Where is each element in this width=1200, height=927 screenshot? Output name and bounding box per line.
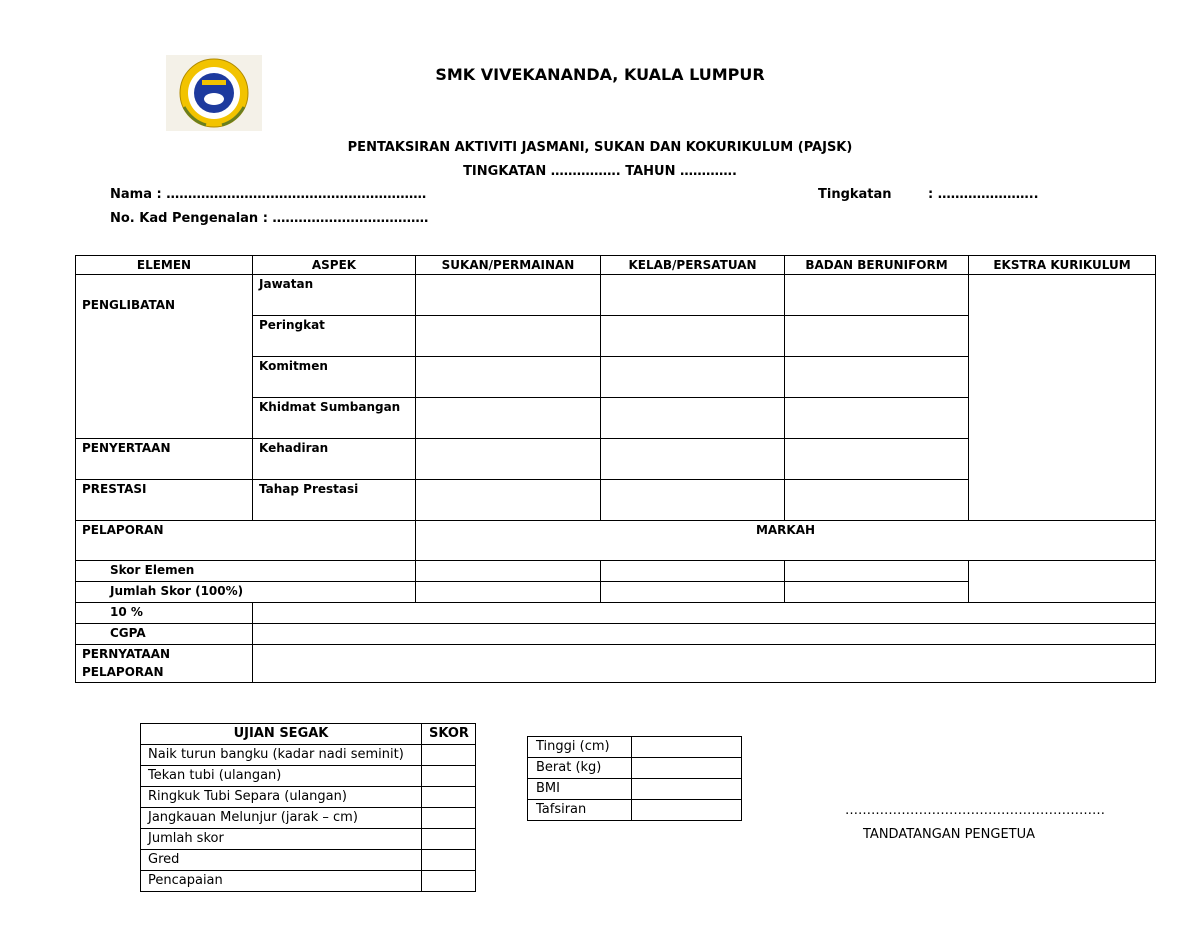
form-title: PENTAKSIRAN AKTIVITI JASMANI, SUKAN DAN KOKURIKULUM (PAJSK): [347, 140, 853, 155]
sepuluh-peratus-label: 10 %: [76, 603, 253, 624]
header-kelab: KELAB/PERSATUAN: [601, 256, 785, 275]
element-pelaporan: PELAPORAN: [76, 521, 416, 561]
segak-skor-cell[interactable]: [422, 808, 476, 829]
school-crest-icon: [166, 55, 262, 131]
header-elemen: ELEMEN: [76, 256, 253, 275]
score-cell[interactable]: [601, 316, 785, 357]
pajsk-table: [75, 255, 1156, 683]
segak-row-label: Jumlah skor: [141, 829, 422, 850]
segak-skor-cell[interactable]: [422, 829, 476, 850]
skor-elemen-cell[interactable]: [416, 561, 601, 582]
score-cell[interactable]: [416, 275, 601, 316]
cgpa-cell[interactable]: [253, 624, 1156, 645]
score-cell[interactable]: [416, 316, 601, 357]
skor-elemen-cell[interactable]: [785, 561, 969, 582]
element-prestasi: PRESTASI: [76, 480, 253, 521]
segak-skor-cell[interactable]: [422, 745, 476, 766]
skor-ekstra-cell[interactable]: [969, 561, 1156, 603]
pernyataan-line: PERNYATAAN: [82, 647, 171, 661]
header-sukan: SUKAN/PERMAINAN: [416, 256, 601, 275]
segak-skor-cell[interactable]: [422, 871, 476, 892]
nama-field[interactable]: Nama : ……………………………………………………: [110, 187, 427, 202]
score-cell[interactable]: [785, 398, 969, 439]
ujian-segak-table: [140, 723, 476, 892]
measure-value-cell[interactable]: [632, 779, 742, 800]
jumlah-skor-cell[interactable]: [601, 582, 785, 603]
ekstra-kurikulum-cell[interactable]: [969, 275, 1156, 521]
body-measurement-table: [527, 736, 742, 821]
pernyataan-pelaporan-cell[interactable]: [253, 645, 1156, 683]
sepuluh-peratus-cell[interactable]: [253, 603, 1156, 624]
signature-label: TANDATANGAN PENGETUA: [863, 827, 1036, 842]
measure-value-cell[interactable]: [632, 800, 742, 821]
score-cell[interactable]: [601, 357, 785, 398]
segak-row-label: Pencapaian: [141, 871, 422, 892]
score-cell[interactable]: [785, 439, 969, 480]
jumlah-skor-cell[interactable]: [416, 582, 601, 603]
element-penyertaan: PENYERTAAN: [76, 439, 253, 480]
measure-value-cell[interactable]: [632, 758, 742, 779]
aspect-jawatan: Jawatan: [253, 275, 416, 316]
aspect-khidmat-sumbangan: Khidmat Sumbangan: [253, 398, 416, 439]
aspect-tahap-prestasi: Tahap Prestasi: [253, 480, 416, 521]
signature-line[interactable]: ……………………………………………………: [845, 803, 1105, 818]
element-penglibatan: PENGLIBATAN: [76, 275, 253, 439]
kad-pengenalan-field[interactable]: No. Kad Pengenalan : ………………………………: [110, 211, 429, 226]
score-cell[interactable]: [601, 398, 785, 439]
aspect-peringkat: Peringkat: [253, 316, 416, 357]
segak-row-label: Jangkauan Melunjur (jarak – cm): [141, 808, 422, 829]
measure-label: Berat (kg): [528, 758, 632, 779]
segak-row-label: Naik turun bangku (kadar nadi seminit): [141, 745, 422, 766]
score-cell[interactable]: [785, 316, 969, 357]
header-ekstra: EKSTRA KURIKULUM: [969, 256, 1156, 275]
segak-skor-cell[interactable]: [422, 787, 476, 808]
score-cell[interactable]: [416, 398, 601, 439]
score-cell[interactable]: [416, 480, 601, 521]
measure-label: BMI: [528, 779, 632, 800]
score-cell[interactable]: [785, 480, 969, 521]
segak-row-label: Tekan tubi (ulangan): [141, 766, 422, 787]
segak-skor-cell[interactable]: [422, 766, 476, 787]
jumlah-skor-label: Jumlah Skor (100%): [76, 582, 416, 603]
skor-elemen-cell[interactable]: [601, 561, 785, 582]
pernyataan-pelaporan-label: [76, 645, 253, 683]
measure-label: Tinggi (cm): [528, 737, 632, 758]
jumlah-skor-cell[interactable]: [785, 582, 969, 603]
school-name: SMK VIVEKANANDA, KUALA LUMPUR: [435, 65, 765, 84]
skor-elemen-label: Skor Elemen: [76, 561, 416, 582]
pelaporan-line: PELAPORAN: [82, 665, 164, 679]
aspect-komitmen: Komitmen: [253, 357, 416, 398]
header-aspek: ASPEK: [253, 256, 416, 275]
tingkatan-field[interactable]: : …………………..: [928, 187, 1039, 202]
aspect-kehadiran: Kehadiran: [253, 439, 416, 480]
segak-header-ujian: UJIAN SEGAK: [141, 724, 422, 745]
measure-value-cell[interactable]: [632, 737, 742, 758]
header-beruniform: BADAN BERUNIFORM: [785, 256, 969, 275]
tingkatan-label: Tingkatan: [818, 187, 892, 202]
form-subtitle: TINGKATAN ……………. TAHUN ………….: [463, 164, 737, 179]
segak-row-label: Ringkuk Tubi Separa (ulangan): [141, 787, 422, 808]
markah-header: MARKAH: [416, 521, 1156, 561]
score-cell[interactable]: [601, 439, 785, 480]
measure-label: Tafsiran: [528, 800, 632, 821]
score-cell[interactable]: [416, 439, 601, 480]
segak-row-label: Gred: [141, 850, 422, 871]
score-cell[interactable]: [416, 357, 601, 398]
score-cell[interactable]: [601, 480, 785, 521]
cgpa-label: CGPA: [76, 624, 253, 645]
score-cell[interactable]: [601, 275, 785, 316]
segak-skor-cell[interactable]: [422, 850, 476, 871]
score-cell[interactable]: [785, 275, 969, 316]
segak-header-skor: SKOR: [422, 724, 476, 745]
score-cell[interactable]: [785, 357, 969, 398]
